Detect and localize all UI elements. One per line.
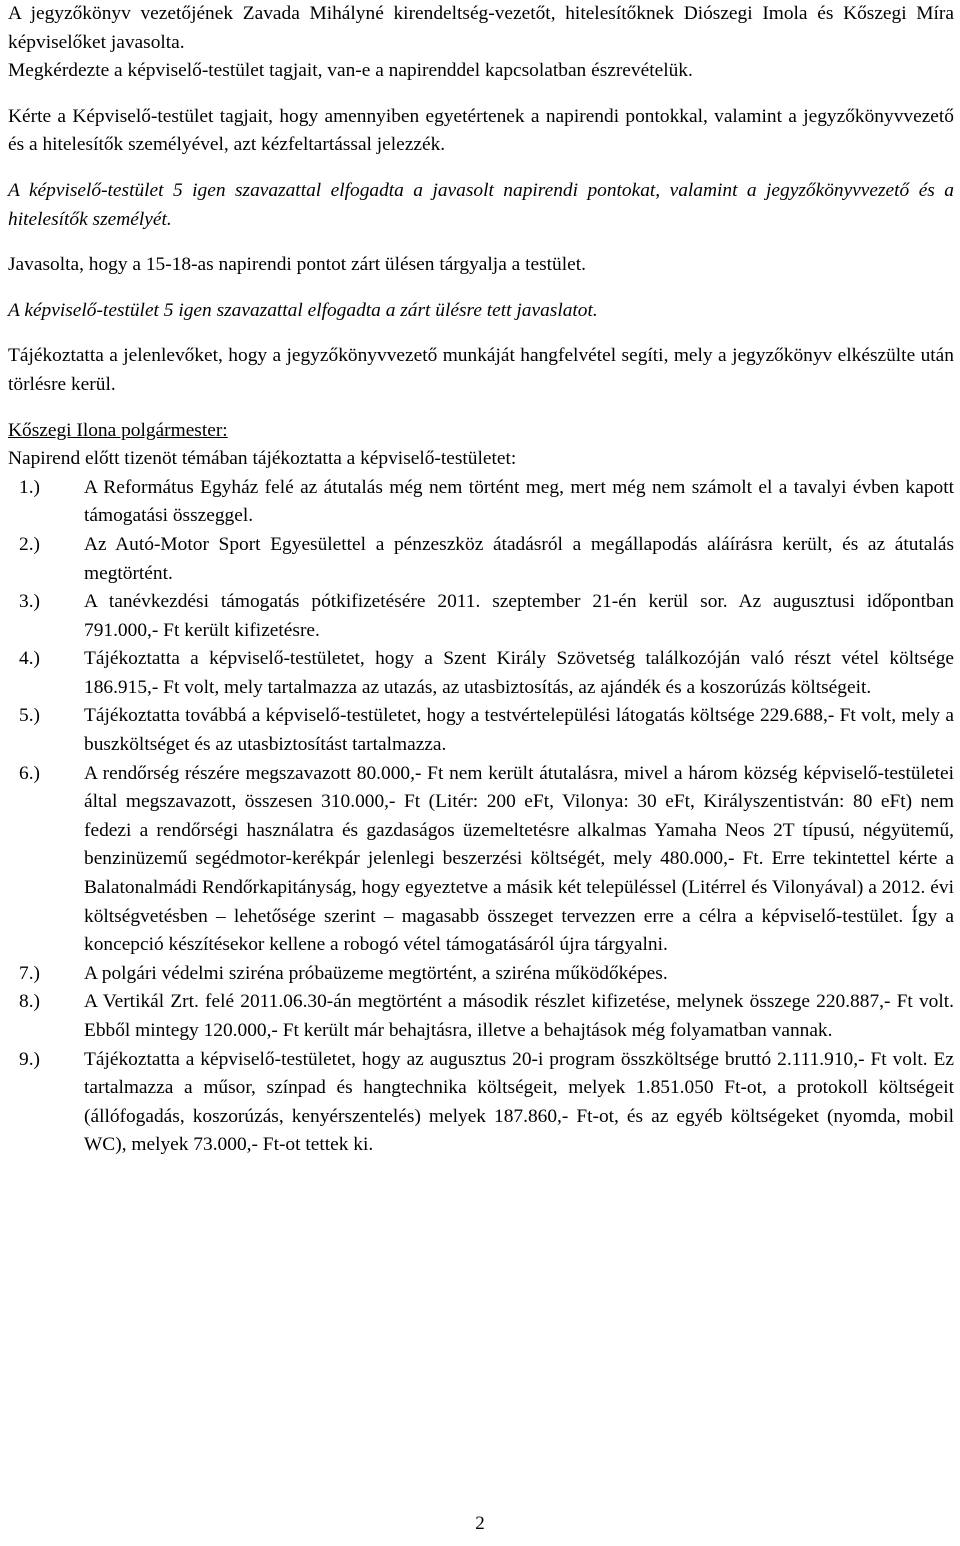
list-item-text: Az Autó-Motor Sport Egyesülettel a pénzeszköz átadásról a megállapodás aláírásra került, és az átutalás megtörtént. [84,533,954,584]
paragraph-question: Megkérdezte a képviselő-testület tagjait, van-e a napirenddel kapcsolatban észrevételük. [8,60,693,82]
list-item [8,988,954,1045]
list-item [8,474,954,531]
list-item-text: Tájékoztatta a képviselő-testületet, hogy a Szent Király Szövetség találkozóján való részt vétel költsége 186.915,- Ft volt, mely tartalmazza az utazás, az utasbiztosítás, az ajándék és a koszorúzás költségeit. [84,648,954,698]
speaker-intro: Napirend előtt tizenöt témában tájékoztatta a képviselő-testületet: [8,448,517,470]
list-item-text: Tájékoztatta a képviselő-testületet, hogy az augusztus 20-i program összköltsége bruttó 2.111.910,- Ft volt. Ez tartalmazza a műsor, színpad és hangtechnika költségeit, melyek 1.851.050 Ft-ot, a protokoll költségeit (állófogadás, koszorúzás, kenyérszentelés) melyek 187.860,- Ft-ot, és az egyéb költségeket (nyomda, mobil WC), melyek 73.000,- Ft-ot tettek ki. [84,1048,954,1156]
list-item-text: A Református Egyház felé az átutalás még nem történt meg, mert még nem számolt el a tavalyi évben kapott támogatási összeggel. [84,476,954,527]
agenda-info-list [8,474,954,1160]
list-item-number: 3.) [19,591,41,613]
list-item-number: 1.) [19,476,41,498]
speaker-heading: Kőszegi Ilona polgármester: [8,419,228,441]
paragraph-recording-info: Tájékoztatta a jelenlevőket, hogy a jegyzőkönyvvezető munkáját hangfelvétel segíti, mely a jegyzőkönyv elkészülte után törlésre kerül. [8,345,954,395]
list-item-text: A tanévkezdési támogatás pótkifizetésére 2011. szeptember 21-én kerül sor. Az augusztusi időpontban 791.000,- Ft került kifizetésre. [84,591,954,641]
list-item-text: A polgári védelmi sziréna próbaüzeme megtörtént, a sziréna működőképes. [84,962,668,984]
list-item [8,702,954,759]
list-item [8,760,954,960]
list-item-number: 2.) [19,533,41,555]
list-item-text: A rendőrség részére megszavazott 80.000,- Ft nem került átutalásra, mivel a három község képviselő-testületei által megszavazott, összesen 310.000,- Ft (Litér: 200 eFt, Vilonya: 30 eFt, Királyszentistván: 80 eFt) nem fedezi a rendőrségi használatra és gazdaságos üzemeltetésre alkalmas Yamaha Neos 2T típusú, négyütemű, benzinüzemű segédmotor-kerékpár jelenlegi beszerzési költségét, mely 480.000,- Ft. Erre tekintettel kérte a Balatonalmádi Rendőrkapitányság, hogy egyeztetve a másik két településsel (Litérrel és Vilonyával) a 2012. évi költségvetésben – lehetősége szerint – magasabb összeget tervezzen erre a célra a képviselő-testület. Így a koncepció készítésekor kellene a robogó vétel támogatásáról újra tárgyalni. [84,762,954,956]
list-item-number: 9.) [19,1048,41,1070]
list-item-text: A Vertikál Zrt. felé 2011.06.30-án megtörtént a második részlet kifizetése, melynek összege 220.887,- Ft volt. Ebből mintegy 120.000,- Ft került már behajtásra, illetve a behajtások még folyamatban vannak. [84,991,954,1041]
list-item-number: 5.) [19,705,41,727]
paragraph-resolution-agenda: A képviselő-testület 5 igen szavazattal elfogadta a javasolt napirendi pontokat, valamint a jegyzőkönyvvezető és a hitelesítők személyét. [8,179,954,230]
paragraph-recorder-proposal: A jegyzőkönyv vezetőjének Zavada Mihályné kirendeltség-vezetőt, hitelesítőknek Diószegi Imola és Kőszegi Míra képviselőket javasolta. [8,3,954,53]
paragraph-closed-session-proposal: Javasolta, hogy a 15-18-as napirendi pontot zárt ülésen tárgyalja a testület. [8,254,586,276]
paragraph-resolution-closed-session: A képviselő-testület 5 igen szavazattal elfogadta a zárt ülésre tett javaslatot. [8,299,598,321]
list-item-number: 7.) [19,962,41,984]
document-page [8,0,954,1160]
list-item-text: Tájékoztatta továbbá a képviselő-testületet, hogy a testvértelepülési látogatás költsége 229.688,- Ft volt, mely a buszköltséget és az utasbiztosítást tartalmazza. [84,705,954,756]
list-item [8,960,954,989]
list-item [8,531,954,588]
list-item-number: 8.) [19,991,41,1013]
list-item [8,588,954,645]
list-item [8,645,954,702]
paragraph-vote-request: Kérte a Képviselő-testület tagjait, hogy amennyiben egyetértenek a napirendi pontokkal, valamint a jegyzőkönyvvezető és a hitelesítők személyével, azt kézfeltartással jelezzék. [8,105,954,156]
list-item [8,1046,954,1160]
list-item-number: 4.) [19,648,41,670]
list-item-number: 6.) [19,762,41,784]
page-number: 2 [475,1513,485,1534]
